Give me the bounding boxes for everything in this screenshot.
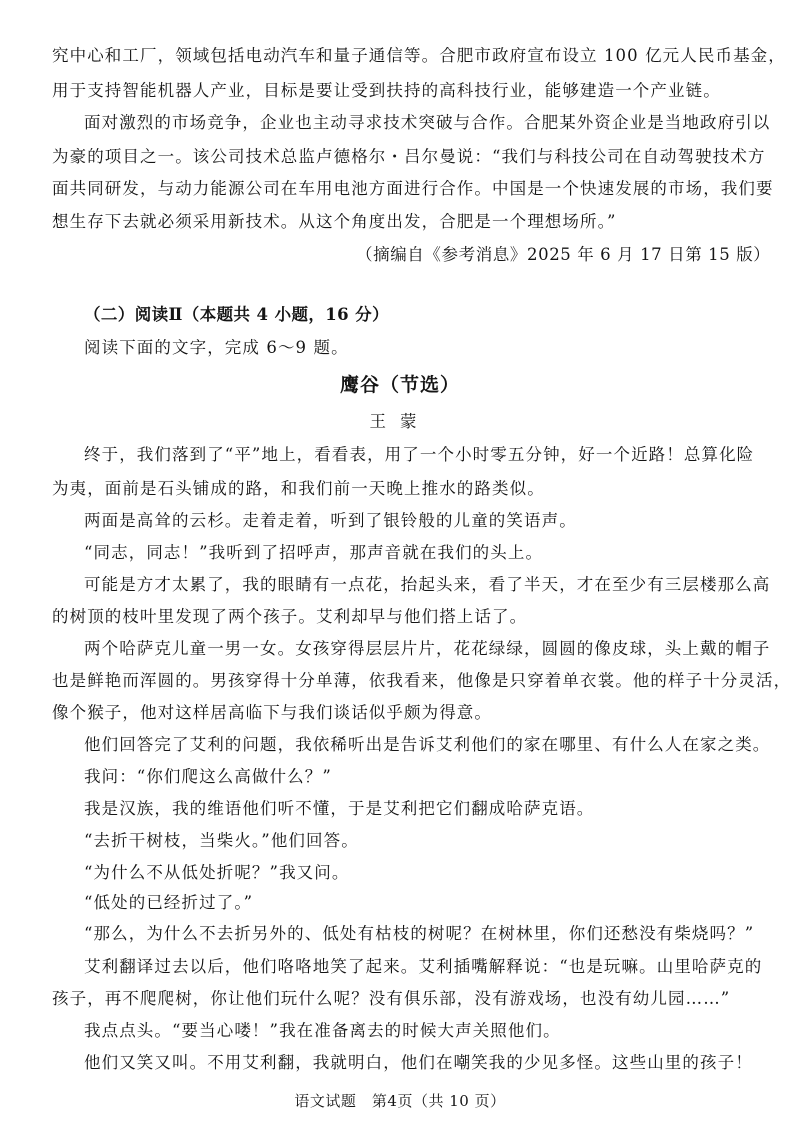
article-line: 孩子，再不爬爬树，你让他们玩什么呢？没有俱乐部，没有游戏场，也没有幼儿园……”	[52, 989, 731, 1008]
article-line: “同志，同志！”我听到了招呼声，那声音就在我们的头上。	[84, 543, 544, 562]
article-line: 我问：“你们爬这么高做什么？”	[84, 767, 332, 786]
article-line: 终于，我们落到了“平”地上，看看表，用了一个小时零五分钟，好一个近路！总算化险	[84, 445, 755, 464]
article-line: 两面是高耸的云杉。走着走着，听到了银铃般的儿童的笑语声。	[84, 511, 577, 530]
article-line: 艾利翻译过去以后，他们咯咯地笑了起来。艾利插嘴解释说：“也是玩嘛。山里哈萨克的	[84, 957, 763, 976]
article-line: 为夷，面前是石头铺成的路，和我们前一天晚上推水的路类似。	[52, 479, 545, 498]
top-passage-line: 想生存下去就必须采用新技术。从这个角度出发，合肥是一个理想场所。”	[52, 212, 617, 231]
article-line: 他们又笑又叫。不用艾利翻，我就明白，他们在嘲笑我的少见多怪。这些山里的孩子！	[84, 1053, 753, 1072]
section-instruction: 阅读下面的文字，完成 6～9 题。	[84, 338, 349, 357]
article-line: 两个哈萨克儿童一男一女。女孩穿得层层片片，花花绿绿，圆圆的像皮球，头上戴的帽子	[84, 639, 771, 658]
article-title: 鹰谷（节选）	[339, 374, 460, 396]
article-line: 的树顶的枝叶里发现了两个孩子。艾利却早与他们搭上话了。	[52, 607, 528, 626]
article-author: 王蒙	[369, 412, 431, 431]
article-line: 我点点头。“要当心喽！”我在准备离去的时候大声关照他们。	[84, 1021, 561, 1040]
source-citation: （摘编自《参考消息》2025 年 6 月 17 日第 15 版）	[356, 245, 771, 264]
page-footer: 语文试题 第4页（共 10 页）	[294, 1092, 506, 1110]
top-passage-line: 用于支持智能机器人产业，目标是要让受到扶持的高科技行业，能够建造一个产业链。	[52, 81, 721, 100]
article-line: “低处的已经折过了。”	[84, 893, 254, 912]
article-line: 可能是方才太累了，我的眼睛有一点花，抬起头来，看了半天，才在至少有三层楼那么高	[84, 575, 771, 594]
article-line: “去折干树枝，当柴火。”他们回答。	[84, 831, 359, 850]
top-passage-line: 为豪的项目之一。该公司技术总监卢德格尔・吕尔曼说：“我们与科技公司在自动驾驶技术方	[52, 147, 766, 166]
article-line: 他们回答完了艾利的问题，我依稀听出是告诉艾利他们的家在哪里、有什么人在家之类。	[84, 735, 771, 754]
article-line: 我是汉族，我的维语他们听不懂，于是艾利把它们翻成哈萨克语。	[84, 799, 595, 818]
section-heading: （二）阅读Ⅱ（本题共 4 小题，16 分）	[84, 305, 389, 324]
top-passage-line: 面对激烈的市场竞争，企业也主动寻求技术突破与合作。合肥某外资企业是当地政府引以	[84, 113, 771, 132]
article-line: “为什么不从低处折呢？”我又问。	[84, 863, 350, 882]
top-passage-line: 究中心和工厂，领域包括电动汽车和量子通信等。合肥市政府宣布设立 100 亿元人民币基金，	[52, 46, 786, 65]
top-passage-line: 面共同研发，与动力能源公司在车用电池方面进行合作。中国是一个快速发展的市场，我们要	[52, 179, 774, 198]
article-line: 也是鲜艳而浑圆的。男孩穿得十分单薄，依我看来，他像是只穿着单衣裳。他的样子十分灵活，	[52, 671, 792, 690]
article-line: 像个猴子，他对这样居高临下与我们谈话似乎颇为得意。	[52, 703, 492, 722]
article-line: “那么，为什么不去折另外的、低处有枯枝的树呢？在树林里，你们还愁没有柴烧吗？”	[84, 924, 755, 943]
